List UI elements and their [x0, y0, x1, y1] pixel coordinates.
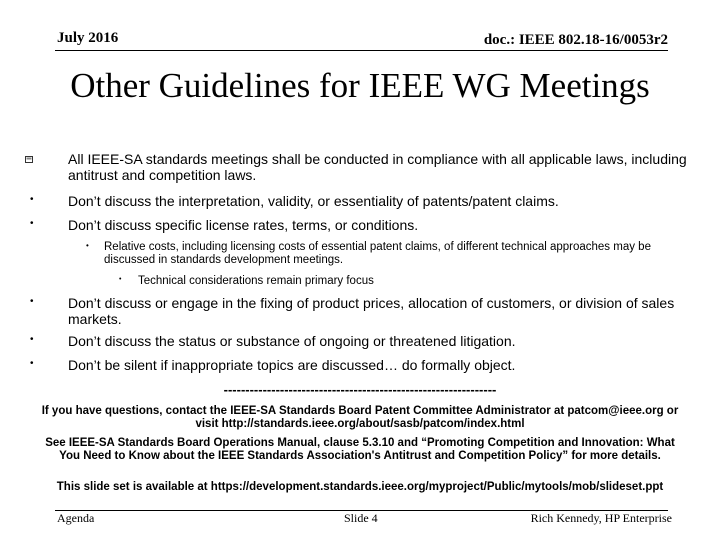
dot-bullet-icon: • [86, 241, 89, 250]
header-doc-id: doc.: IEEE 802.18-16/0053r2 [483, 32, 668, 48]
policy-note: See IEEE-SA Standards Board Operations Manual, clause 5.3.10 and “Promoting Competition and Innovation: What You Need to Know about the IEEE Standards Association's Antitrust and Competition Policy” for more details. [45, 437, 675, 462]
bullet-text: All IEEE-SA standards meetings shall be conducted in compliance with all applicable laws, including antitrust and competition laws. [68, 151, 687, 183]
separator-dashes: --------------------------------------------------------------- [223, 382, 497, 397]
sub-bullet-text: Relative costs, including licensing costs of essential patent claims, of different technical approaches may be discussed in standards development meetings. [104, 241, 651, 266]
bullet-text: Don’t discuss specific license rates, terms, or conditions. [68, 217, 419, 233]
dot-bullet-icon: • [119, 276, 122, 283]
bullet-text: Don’t discuss or engage in the fixing of product prices, allocation of customers, or division of sales markets. [68, 295, 675, 327]
dot-bullet-icon: • [30, 358, 34, 369]
dot-bullet-icon: • [30, 296, 34, 307]
contact-note: If you have questions, contact the IEEE-SA Standards Board Patent Committee Administrator at patcom@ieee.org or visit http://standards.ieee.org/about/sasb/patcom/index.html [41, 405, 679, 430]
dot-bullet-icon: • [30, 218, 34, 229]
footer-slide-number: Slide 4 [344, 511, 378, 525]
sub-sub-bullet-text: Technical considerations remain primary focus [138, 275, 374, 287]
header-rule [55, 50, 668, 51]
slideset-note: This slide set is available at https://development.standards.ieee.org/myproject/Public/mytools/mob/slideset.ppt [56, 481, 664, 493]
bullet-text: Don’t discuss the status or substance of ongoing or threatened litigation. [68, 333, 516, 349]
bullet-text: Don’t discuss the interpretation, validity, or essentiality of patents/patent claims. [68, 193, 559, 209]
header-date: July 2016 [57, 30, 119, 46]
dot-bullet-icon: • [30, 334, 34, 345]
footer-author: Rich Kennedy, HP Enterprise [530, 511, 672, 525]
dot-bullet-icon: • [30, 194, 34, 205]
slide-title: Other Guidelines for IEEE WG Meetings [70, 66, 650, 105]
footer-left: Agenda [57, 511, 95, 525]
square-bullet-icon [25, 156, 34, 164]
bullet-text: Don’t be silent if inappropriate topics are discussed… do formally object. [68, 357, 516, 373]
